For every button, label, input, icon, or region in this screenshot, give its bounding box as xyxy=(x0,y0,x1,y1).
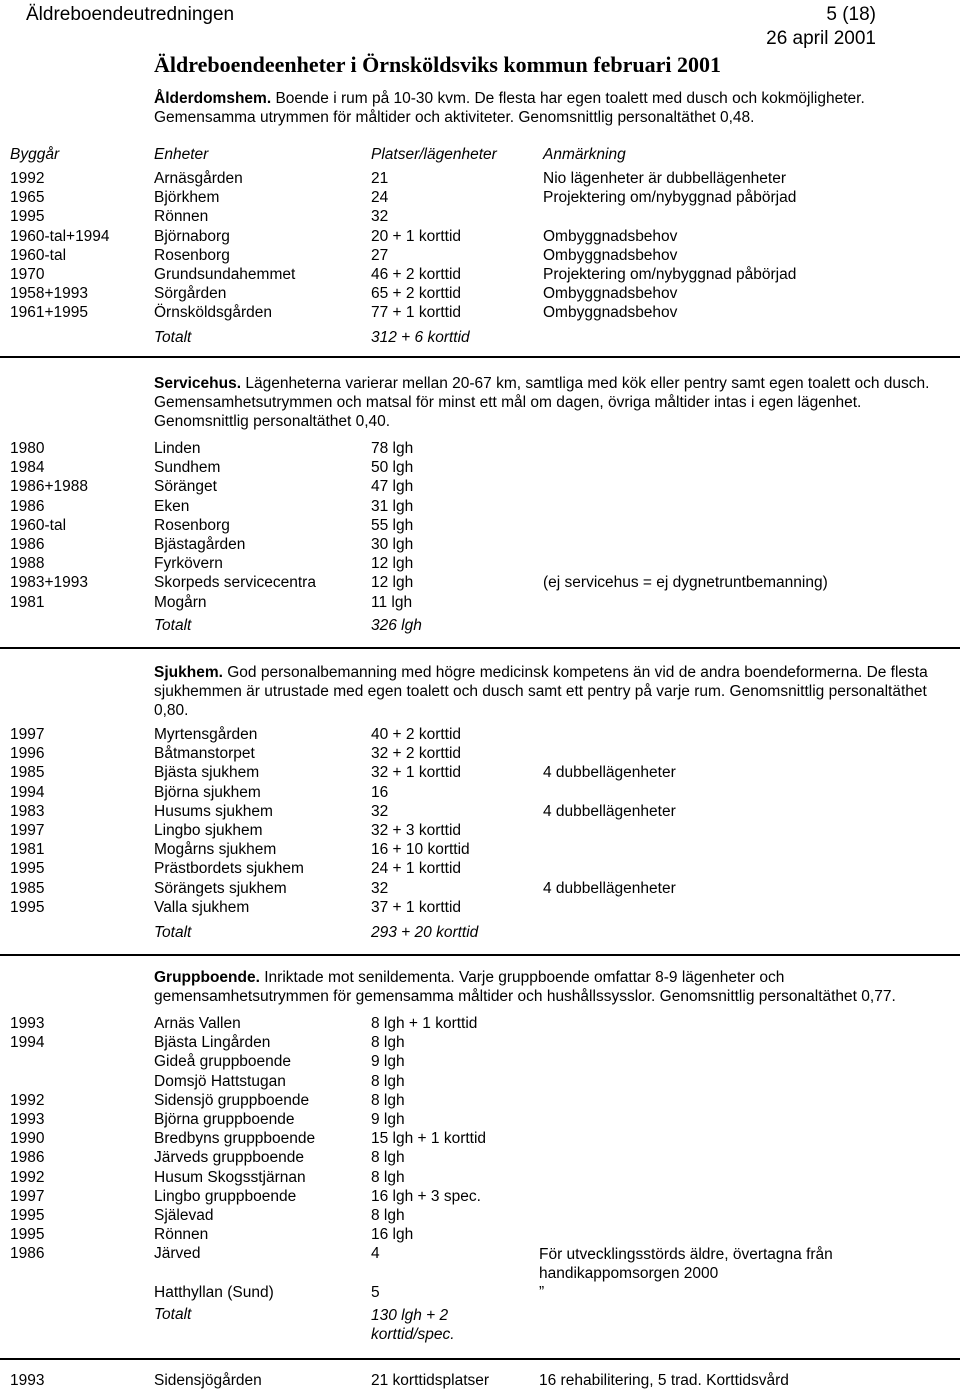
cell-note: Ombyggnadsbehov xyxy=(543,304,678,322)
table-row xyxy=(0,1245,960,1283)
cell-places: 24 + 1 korttid xyxy=(371,860,462,878)
table-row xyxy=(0,266,960,285)
total-value: 293 + 20 korttid xyxy=(371,924,479,941)
cell-unit: Bjästagården xyxy=(154,536,246,553)
cell-unit: Lingbo sjukhem xyxy=(154,822,263,839)
cell-note: 4 dubbellägenheter xyxy=(543,879,676,897)
cell-places: 32 xyxy=(371,208,389,226)
cell-year: 1997 xyxy=(10,726,45,743)
cell-unit: Gideå gruppboende xyxy=(154,1053,292,1071)
cell-places: 16 lgh xyxy=(371,1226,414,1244)
table-row xyxy=(0,574,960,593)
divider xyxy=(0,954,960,956)
cell-year: 1960-tal xyxy=(10,246,67,264)
cell-year: 1988 xyxy=(10,555,45,573)
cell-year: 1996 xyxy=(10,745,45,763)
table-row xyxy=(0,498,960,517)
table-row xyxy=(0,860,960,879)
cell-places: 9 lgh xyxy=(371,1111,405,1128)
table-row xyxy=(0,1169,960,1188)
total-value: 130 lgh + 2 korttid/spec. xyxy=(371,1307,455,1343)
cell-places: 30 lgh xyxy=(371,536,414,553)
cell-places: 32 xyxy=(371,879,389,897)
cell-note: Ombyggnadsbehov xyxy=(543,246,678,264)
cell-unit: Rönnen xyxy=(154,1226,209,1244)
cell-note: För utvecklingsstörds äldre, övertagna från handikappomsorgen 2000 xyxy=(539,1246,833,1283)
table-row xyxy=(0,304,960,323)
cell-year: 1960-tal xyxy=(10,516,67,534)
gruppboende-heading: Gruppboende. xyxy=(154,969,260,986)
cell-note: 4 dubbellägenheter xyxy=(543,764,676,782)
cell-year: 1985 xyxy=(10,764,45,782)
cell-places: 8 lgh + 1 korttid xyxy=(371,1015,478,1032)
sjukhem-intro xyxy=(154,664,954,720)
cell-year: 1994 xyxy=(10,1034,45,1052)
cell-note: ” xyxy=(539,1283,545,1301)
cell-year: 1965 xyxy=(10,189,45,207)
cell-unit: Rosenborg xyxy=(154,516,230,534)
cell-places: 27 xyxy=(371,246,389,264)
table-row xyxy=(0,536,960,555)
cell-unit: Sundhem xyxy=(154,459,221,477)
cell-year: 1993 xyxy=(10,1015,45,1032)
cell-year: 1994 xyxy=(10,783,45,801)
cell-unit: Sörgården xyxy=(154,285,227,303)
table-row xyxy=(0,784,960,803)
table-row xyxy=(0,841,960,860)
table-row xyxy=(0,745,960,764)
total-value: 326 lgh xyxy=(371,617,422,634)
cell-places: 20 + 1 korttid xyxy=(371,227,462,245)
gruppboende-total xyxy=(0,1306,960,1346)
cell-note: Projektering om/nybyggnad påbörjad xyxy=(543,266,797,283)
cell-year: 1986 xyxy=(10,1245,45,1263)
cell-note: Nio lägenheter är dubbellägenheter xyxy=(543,170,787,187)
cell-unit: Själevad xyxy=(154,1207,214,1224)
total-label: Totalt xyxy=(154,924,192,941)
cell-year: 1995 xyxy=(10,860,45,878)
table-row xyxy=(0,1207,960,1226)
cell-year: 1995 xyxy=(10,898,45,916)
table-row xyxy=(0,459,960,478)
table-row xyxy=(0,285,960,304)
cell-year: 1995 xyxy=(10,1226,45,1244)
cell-places: 50 lgh xyxy=(371,459,414,477)
cell-places: 11 lgh xyxy=(371,593,413,611)
cell-places: 37 + 1 korttid xyxy=(371,898,462,916)
cell-year: 1986 xyxy=(10,497,45,515)
cell-unit: Lingbo gruppboende xyxy=(154,1187,297,1205)
cell-unit: Örnsköldsgården xyxy=(154,304,273,322)
table-row xyxy=(0,1130,960,1149)
cell-unit: Eken xyxy=(154,497,190,515)
table-row xyxy=(0,517,960,536)
cell-unit: Husums sjukhem xyxy=(154,802,273,820)
cell-places: 65 + 2 korttid xyxy=(371,285,462,303)
total-label: Totalt xyxy=(154,617,192,634)
gruppboende-intro xyxy=(154,969,954,1007)
cell-places: 77 + 1 korttid xyxy=(371,304,462,322)
cell-year: 1990 xyxy=(10,1130,45,1148)
table-row xyxy=(0,247,960,266)
cell-places: 16 lgh + 3 spec. xyxy=(371,1187,481,1205)
cell-places: 8 lgh xyxy=(371,1072,405,1090)
total-label: Totalt xyxy=(154,329,192,346)
cell-unit: Björkhem xyxy=(154,189,220,207)
cell-unit: Bredbyns gruppboende xyxy=(154,1130,316,1148)
cell-year: 1992 xyxy=(10,1091,45,1109)
cell-unit: Rönnen xyxy=(154,208,209,226)
cell-year: 1985 xyxy=(10,879,45,897)
cell-unit: Björna sjukhem xyxy=(154,783,261,801)
table-row xyxy=(0,764,960,783)
cell-places: 9 lgh xyxy=(371,1053,405,1071)
cell-year: 1961+1995 xyxy=(10,304,89,322)
cell-unit: Rosenborg xyxy=(154,246,230,264)
table-row xyxy=(0,1073,960,1092)
table-row xyxy=(0,1372,960,1391)
table-row xyxy=(0,1226,960,1245)
cell-year: 1984 xyxy=(10,459,45,477)
cell-unit: Valla sjukhem xyxy=(154,898,250,916)
cell-places: 5 xyxy=(371,1283,380,1301)
cell-places: 55 lgh xyxy=(371,516,414,534)
cell-places: 12 lgh xyxy=(371,574,414,592)
cell-unit: Myrtensgården xyxy=(154,726,258,743)
cell-places: 78 lgh xyxy=(371,440,414,457)
cell-unit: Mogårns sjukhem xyxy=(154,841,277,859)
cell-year: 1970 xyxy=(10,266,45,283)
table-row xyxy=(0,803,960,822)
cell-unit: Arnäsgården xyxy=(154,170,243,187)
cell-places: 32 + 1 korttid xyxy=(371,764,462,782)
cell-note: Ombyggnadsbehov xyxy=(543,285,678,303)
cell-places: 8 lgh xyxy=(371,1149,405,1167)
sjukhem-text: God personalbemanning med högre medicinsk kompetens än vid de andra boendeformerna. De flesta sjukhemmen är utrustade med egen toalett och dusch samt ett pentry på varje rum. Genomsnittlig personaltäthet 0,80. xyxy=(154,664,928,719)
cell-year: 1981 xyxy=(10,593,45,611)
alderdomshem-heading: Ålderdomshem. xyxy=(154,90,272,107)
table-row xyxy=(0,228,960,247)
cell-year: 1992 xyxy=(10,1168,45,1186)
cell-places: 8 lgh xyxy=(371,1034,405,1052)
cell-year: 1993 xyxy=(10,1372,45,1389)
divider xyxy=(0,356,960,358)
cell-places: 12 lgh xyxy=(371,555,414,573)
cell-year: 1997 xyxy=(10,822,45,839)
cell-note: Ombyggnadsbehov xyxy=(543,227,678,245)
table-row xyxy=(0,1053,960,1072)
cell-unit: Bjästa Lingården xyxy=(154,1034,271,1052)
total-value: 312 + 6 korttid xyxy=(371,329,470,346)
table-row xyxy=(0,170,960,189)
cell-unit: Fyrkövern xyxy=(154,555,223,573)
cell-places: 16 xyxy=(371,783,389,801)
table-row xyxy=(0,594,960,613)
table-row xyxy=(0,899,960,918)
col-header-year: Byggår xyxy=(10,146,60,163)
cell-places: 15 lgh + 1 korttid xyxy=(371,1130,487,1148)
divider xyxy=(0,1358,960,1360)
servicehus-total xyxy=(0,617,960,636)
cell-year: 1960-tal+1994 xyxy=(10,227,110,245)
cell-year: 1993 xyxy=(10,1111,45,1128)
cell-unit: Sidensjögården xyxy=(154,1372,262,1389)
cell-places: 16 + 10 korttid xyxy=(371,841,470,859)
gruppboende-text: Inriktade mot senildementa. Varje gruppboende omfattar 8-9 lägenheter och gemensamhetsutrymmen för gemensamma måltider och hushållssysslor. Genomsnittlig personaltäthet 0,77. xyxy=(154,969,896,1005)
cell-year: 1997 xyxy=(10,1187,45,1205)
header-left: Äldreboendeutredningen xyxy=(26,4,235,25)
table-row xyxy=(0,440,960,459)
cell-note: Projektering om/nybyggnad påbörjad xyxy=(543,189,797,207)
table-row xyxy=(0,189,960,208)
cell-unit: Björna gruppboende xyxy=(154,1111,295,1128)
sjukhem-heading: Sjukhem. xyxy=(154,664,223,681)
table-row xyxy=(0,1284,960,1303)
servicehus-heading: Servicehus. xyxy=(154,375,242,392)
cell-places: 8 lgh xyxy=(371,1207,405,1224)
cell-unit: Husum Skogsstjärnan xyxy=(154,1168,306,1186)
cell-places: 32 xyxy=(371,802,389,820)
cell-unit: Grundsundahemmet xyxy=(154,266,296,283)
cell-unit: Skorpeds servicecentra xyxy=(154,574,316,592)
servicehus-text: Lägenheterna varierar mellan 20-67 km, samtliga med kök eller pentry samt egen toalett och dusch. Gemensamhetsutrymmen och matsal för minst ett mål om dagen, övriga måltider intas i egen lägenhet. Genomsnittlig personaltäthet 0,40. xyxy=(154,375,930,430)
cell-places: 40 + 2 korttid xyxy=(371,726,462,743)
document-title: Äldreboendeenheter i Örnsköldsviks kommun februari 2001 xyxy=(154,52,721,77)
table-row xyxy=(0,208,960,227)
cell-year: 1983 xyxy=(10,802,45,820)
page-number: 5 (18) xyxy=(826,4,876,25)
servicehus-intro xyxy=(154,375,954,431)
col-header-places: Platser/lägenheter xyxy=(371,146,497,163)
alderdomshem-total xyxy=(0,329,960,348)
cell-places: 8 lgh xyxy=(371,1168,405,1186)
cell-unit: Arnäs Vallen xyxy=(154,1015,241,1032)
table-row xyxy=(0,880,960,899)
table-row xyxy=(0,822,960,841)
cell-unit: Sidensjö gruppboende xyxy=(154,1091,310,1109)
cell-unit: Söränget xyxy=(154,478,217,496)
cell-unit: Domsjö Hattstugan xyxy=(154,1072,286,1090)
cell-unit: Båtmanstorpet xyxy=(154,745,255,763)
cell-year: 1983+1993 xyxy=(10,574,89,592)
cell-unit: Järveds gruppboende xyxy=(154,1149,304,1167)
table-row xyxy=(0,726,960,745)
cell-year: 1995 xyxy=(10,208,45,226)
cell-places: 4 xyxy=(371,1245,380,1263)
cell-unit: Hatthyllan (Sund) xyxy=(154,1283,274,1301)
cell-places: 32 + 3 korttid xyxy=(371,822,462,839)
table-row xyxy=(0,478,960,497)
cell-places: 21 xyxy=(371,170,389,187)
cell-places: 21 korttidsplatser xyxy=(371,1372,490,1389)
table-row xyxy=(0,1149,960,1168)
alderdomshem-text: Boende i rum på 10-30 kvm. De flesta har egen toalett med dusch och kokmöjligheter. Gemensamma utrymmen för måltider och aktiviteter. Genomsnittlig personaltäthet 0,48. xyxy=(154,90,865,126)
cell-unit: Prästbordets sjukhem xyxy=(154,860,304,878)
table-row xyxy=(0,1034,960,1053)
col-header-unit: Enheter xyxy=(154,146,209,163)
cell-places: 32 + 2 korttid xyxy=(371,745,462,763)
table-row xyxy=(0,1015,960,1034)
table-row xyxy=(0,1111,960,1130)
cell-places: 46 + 2 korttid xyxy=(371,266,462,283)
table-row xyxy=(0,555,960,574)
table-row xyxy=(0,1092,960,1111)
col-header-notes: Anmärkning xyxy=(543,146,626,163)
document-date: 26 april 2001 xyxy=(766,28,876,49)
cell-year: 1958+1993 xyxy=(10,285,89,303)
cell-unit: Linden xyxy=(154,440,201,457)
cell-places: 47 lgh xyxy=(371,478,414,496)
cell-year: 1986 xyxy=(10,536,45,553)
cell-places: 8 lgh xyxy=(371,1091,405,1109)
cell-places: 24 xyxy=(371,189,389,207)
cell-year: 1992 xyxy=(10,170,45,187)
cell-year: 1980 xyxy=(10,440,45,457)
cell-unit: Björnaborg xyxy=(154,227,230,245)
cell-places: 31 lgh xyxy=(371,497,414,515)
divider xyxy=(0,647,960,649)
cell-unit: Mogårn xyxy=(154,593,207,611)
cell-note: 4 dubbellägenheter xyxy=(543,802,676,820)
cell-year: 1995 xyxy=(10,1207,45,1224)
column-headers xyxy=(0,146,960,165)
total-label: Totalt xyxy=(154,1306,192,1323)
cell-unit: Bjästa sjukhem xyxy=(154,764,260,782)
cell-year: 1986+1988 xyxy=(10,478,89,496)
sjukhem-total xyxy=(0,924,960,943)
table-row xyxy=(0,1188,960,1207)
cell-year: 1981 xyxy=(10,841,45,859)
alderdomshem-intro xyxy=(154,90,954,128)
cell-note: 16 rehabilitering, 5 trad. Korttidsvård xyxy=(539,1372,789,1389)
cell-note: (ej servicehus = ej dygnetruntbemanning) xyxy=(543,574,828,592)
cell-unit: Sörängets sjukhem xyxy=(154,879,287,897)
cell-unit: Järved xyxy=(154,1245,201,1263)
cell-year: 1986 xyxy=(10,1149,45,1167)
